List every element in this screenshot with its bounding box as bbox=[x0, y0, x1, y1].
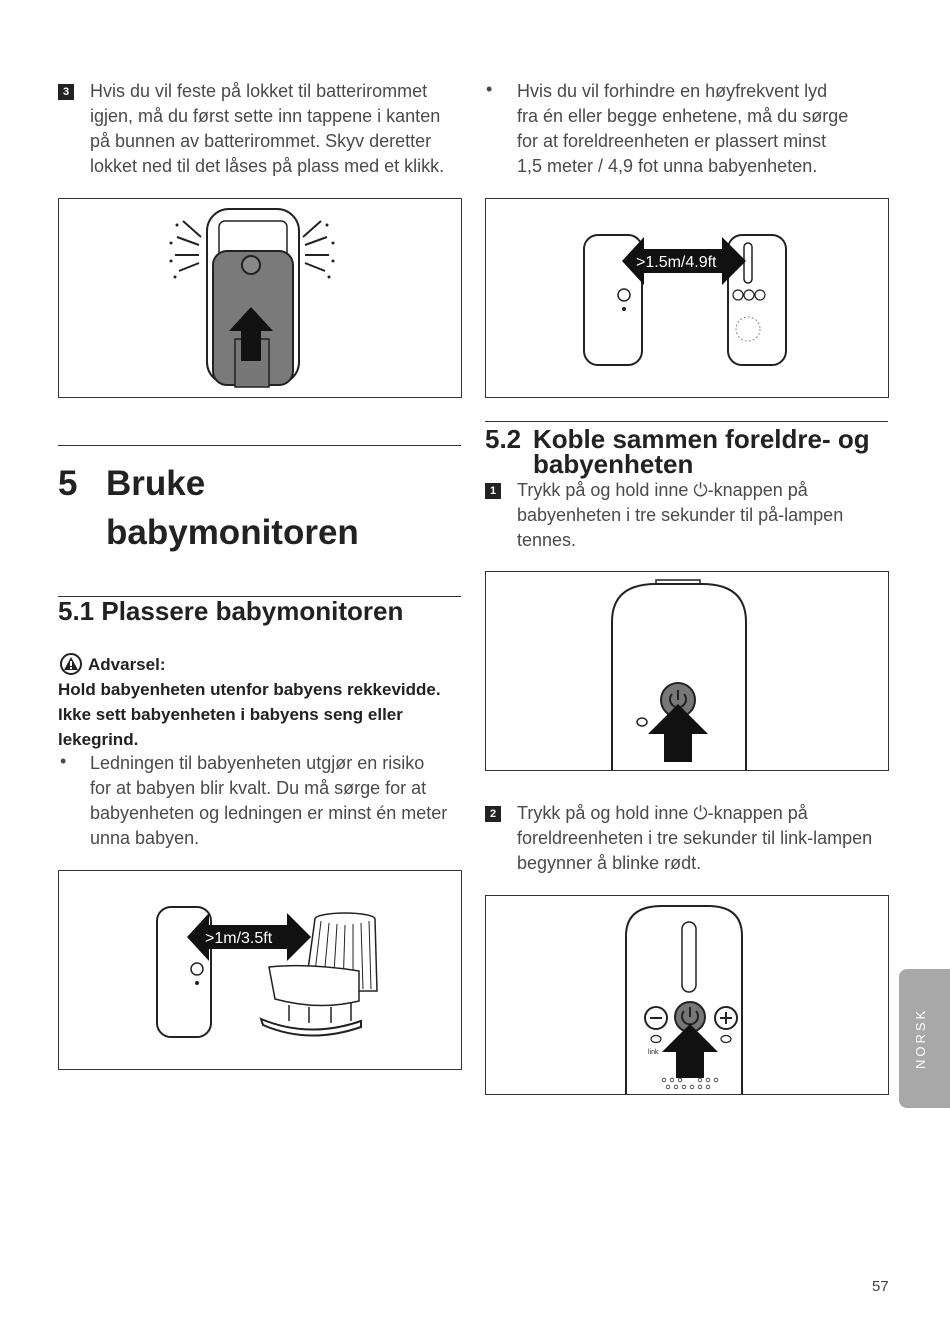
section-5-number: 5 bbox=[58, 464, 78, 503]
bullet-line: unna babyen. bbox=[90, 828, 200, 848]
section-5-2-title-line1: Koble sammen foreldre- og bbox=[533, 424, 870, 454]
step3-line: på bunnen av batterirommet. Skyv deretter bbox=[90, 131, 432, 151]
distance-label: >1.5m/4.9ft bbox=[636, 254, 717, 271]
figure-crib-distance bbox=[58, 870, 462, 1070]
bullet-dot: • bbox=[486, 79, 493, 99]
step1-line: babyenheten i tre sekunder til på-lampen bbox=[517, 505, 844, 525]
step2-line: Trykk på og hold inne ⏻-knappen på bbox=[517, 803, 808, 823]
battery-lid-illustration bbox=[59, 199, 461, 397]
bullet-line: Ledningen til babyenheten utgjør en risiko bbox=[90, 753, 425, 773]
step2-text bbox=[517, 801, 872, 876]
section-5-2-title-line2: babyenheten bbox=[533, 449, 694, 479]
section-5-2-number: 5.2 bbox=[485, 424, 522, 454]
figure-battery-lid bbox=[58, 198, 462, 398]
warning-label: Advarsel: bbox=[88, 655, 166, 674]
step3-line: Hvis du vil feste på lokket til batterirommet bbox=[90, 81, 428, 101]
language-tab-label: NORSK bbox=[913, 1007, 928, 1069]
figure-baby-unit-power bbox=[485, 571, 889, 771]
right-bullet-text bbox=[517, 79, 848, 179]
figure-unit-distance bbox=[485, 198, 889, 398]
warning-text bbox=[58, 677, 441, 752]
step2-line: begynner å blinke rødt. bbox=[517, 853, 702, 873]
section-5-title-line1: Bruke bbox=[106, 464, 206, 503]
parent-unit-power-illustration bbox=[486, 896, 888, 1094]
step-number-1: 1 bbox=[485, 483, 501, 499]
step3-text bbox=[90, 79, 444, 179]
figure-parent-unit-power bbox=[485, 895, 889, 1095]
bullet-line: for at foreldreenheten er plassert minst bbox=[517, 131, 827, 151]
warning-line: Hold babyenheten utenfor babyens rekkevidde. bbox=[58, 680, 441, 699]
warning-bullet-text bbox=[90, 751, 447, 851]
bullet-dot: • bbox=[60, 751, 67, 771]
section-rule bbox=[58, 445, 461, 446]
bullet-line: for at babyen blir kvalt. Du må sørge for at bbox=[90, 778, 427, 798]
bullet-line: 1,5 meter / 4,9 fot unna babyenheten. bbox=[517, 156, 818, 176]
step-number-2: 2 bbox=[485, 806, 501, 822]
step1-text bbox=[517, 478, 843, 553]
link-label: link bbox=[648, 1049, 659, 1056]
unit-distance-illustration bbox=[486, 199, 888, 397]
step-number-3: 3 bbox=[58, 84, 74, 100]
page-number: 57 bbox=[872, 1278, 889, 1295]
step1-line: Trykk på og hold inne ⏻-knappen på bbox=[517, 480, 808, 500]
step3-line: lokket ned til det låses på plass med et klikk. bbox=[90, 156, 445, 176]
baby-unit-power-illustration bbox=[486, 572, 888, 770]
warning-icon bbox=[59, 653, 83, 675]
distance-label: >1m/3.5ft bbox=[205, 930, 273, 947]
warning-line: lekegrind. bbox=[58, 730, 139, 749]
section-5-title-line2: babymonitoren bbox=[106, 513, 359, 552]
bullet-line: fra én eller begge enhetene, må du sørge bbox=[517, 106, 849, 126]
warning-line: Ikke sett babyenheten i babyens seng eller bbox=[58, 705, 403, 724]
language-side-tab bbox=[899, 969, 950, 1108]
section-rule bbox=[485, 421, 888, 422]
step2-line: foreldreenheten i tre sekunder til link-lampen bbox=[517, 828, 873, 848]
step1-line: tennes. bbox=[517, 530, 577, 550]
bullet-line: Hvis du vil forhindre en høyfrekvent lyd bbox=[517, 81, 828, 101]
section-5-1-title: 5.1 Plassere babymonitoren bbox=[58, 596, 404, 626]
step3-line: igjen, må du først sette inn tappene i kanten bbox=[90, 106, 441, 126]
crib-distance-illustration bbox=[59, 871, 461, 1069]
bullet-line: babyenheten og ledningen er minst én meter bbox=[90, 803, 448, 823]
